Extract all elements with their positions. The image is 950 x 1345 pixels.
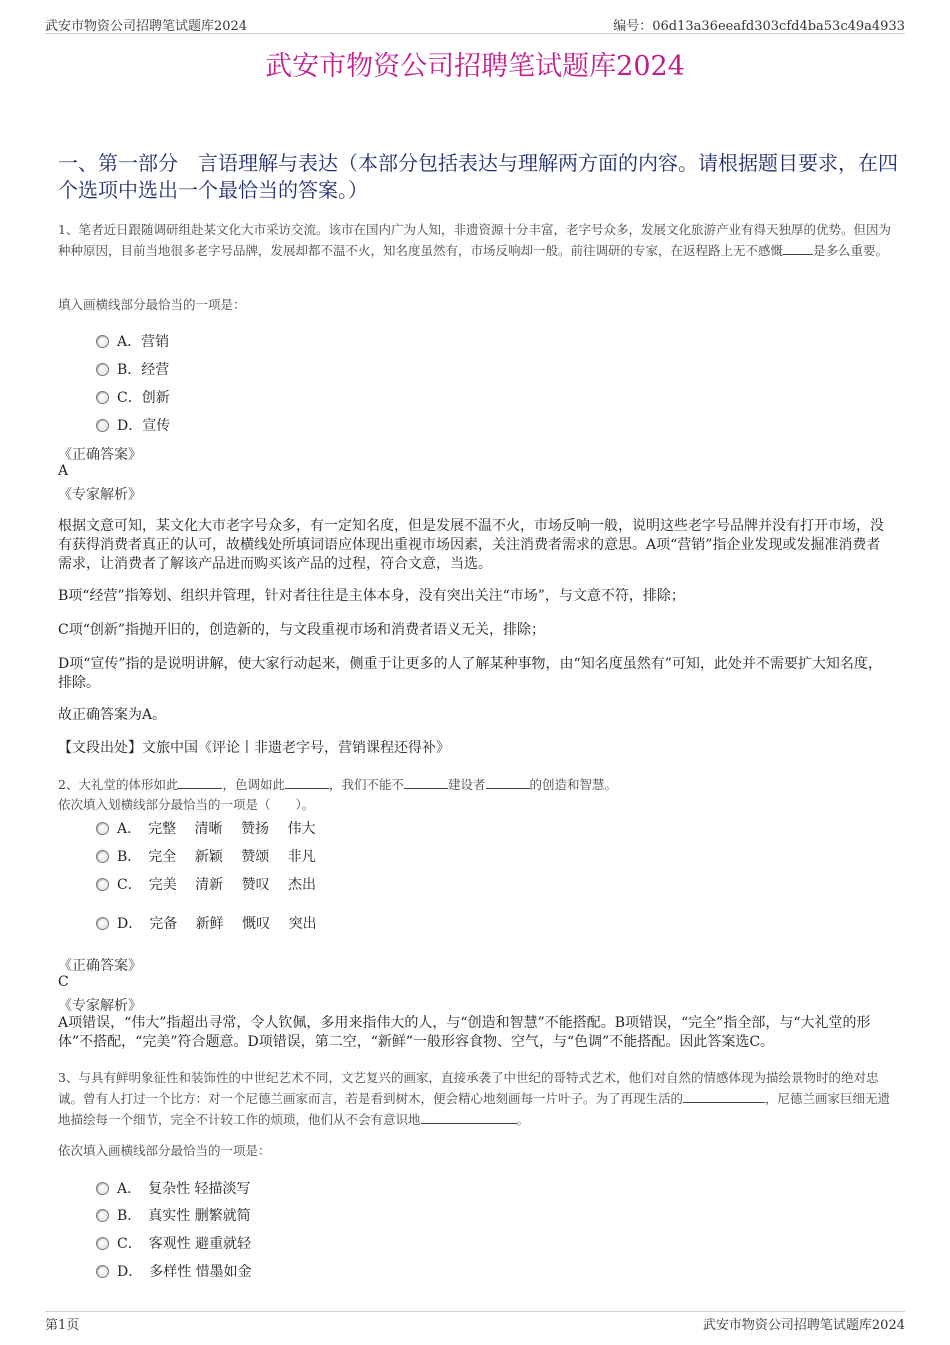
q3-option-b[interactable] xyxy=(96,1205,251,1225)
q2-answer-label: 《正确答案》 xyxy=(58,958,142,974)
radio-icon[interactable] xyxy=(96,850,109,863)
blank xyxy=(421,1111,517,1124)
question-3-stem-mid: ，尼德兰画家巨细无遗地描绘每一个细节，完全不计较工作的烦琐，他们从不会有意识地 xyxy=(58,1091,891,1127)
q3-option-d[interactable] xyxy=(96,1261,252,1281)
q1-answer: A xyxy=(58,463,69,479)
q1-option-b[interactable] xyxy=(96,359,169,379)
question-2-prompt: 依次填入划横线部分最恰当的一项是（ ）。 xyxy=(58,797,315,812)
q2-part: 建设者 xyxy=(448,777,486,792)
header-code-label: 编号： xyxy=(613,19,653,34)
blank xyxy=(486,776,530,789)
question-3-prompt: 依次填入画横线部分最恰当的一项是： xyxy=(58,1143,271,1158)
header-doc-name: 武安市物资公司招聘笔试题库2024 xyxy=(45,19,248,34)
q1-option-a[interactable] xyxy=(96,331,169,351)
option-label: A． 复杂性 轻描淡写 xyxy=(117,1181,251,1197)
option-label: A．营销 xyxy=(117,334,170,350)
q2-answer: C xyxy=(58,974,69,990)
option-label: B．经营 xyxy=(117,362,170,378)
question-1-text xyxy=(58,219,898,261)
radio-icon[interactable] xyxy=(96,878,109,891)
option-label: B． 真实性 删繁就简 xyxy=(117,1208,251,1224)
q2-part: 2、大礼堂的体形如此 xyxy=(58,777,179,792)
q3-option-a[interactable] xyxy=(96,1178,251,1198)
question-3-text xyxy=(58,1067,898,1130)
option-label: D．宣传 xyxy=(117,418,171,434)
q1-source: 【文段出处】文旅中国《评论丨非遗老字号，营销课程还得补》 xyxy=(58,740,450,756)
option-label: C．创新 xyxy=(117,390,170,406)
option-label: D． 多样性 惜墨如金 xyxy=(117,1264,252,1280)
page-title: 武安市物资公司招聘笔试题库2024 xyxy=(265,51,685,82)
radio-icon[interactable] xyxy=(96,1209,109,1222)
question-1-stem: 1、笔者近日跟随调研组赴某文化大市采访交流。该市在国内广为人知，非遗资源十分丰富，老字号众多，发展文化旅游产业有得天独厚的优势。但因为种种原因，目前当地很多老字号品牌，发展却都不温不火，知名度虽然有，市场反响却一般。前往调研的专家，在返程路上无不感慨 xyxy=(58,222,891,258)
q2-option-c[interactable] xyxy=(96,874,316,894)
footer-page-number: 第1页 xyxy=(45,1318,80,1333)
radio-icon[interactable] xyxy=(96,335,109,348)
q2-option-d[interactable] xyxy=(96,913,317,933)
q2-part: ，我们不能不 xyxy=(328,777,404,792)
header-divider xyxy=(45,33,905,34)
header-code xyxy=(613,15,905,34)
radio-icon[interactable] xyxy=(96,1265,109,1278)
q1-option-c[interactable] xyxy=(96,387,170,407)
radio-icon[interactable] xyxy=(96,1237,109,1250)
q2-analysis: A项错误，“伟大”指超出寻常，令人钦佩，多用来指伟大的人，与“创造和智慧”不能搭配。B项错误，“完全”指全部，与“大礼堂的形体”不搭配，“完美”符合题意。D项错误，第二空，“新鲜”一般形容食物、空气，与“色调”不能搭配。因此答案选C。 xyxy=(58,1015,871,1050)
blank xyxy=(285,776,329,789)
q1-analysis-para-2: B项“经营”指筹划、组织并管理，针对者往往是主体本身，没有突出关注“市场”，与文意不符，排除； xyxy=(58,588,685,604)
q1-analysis-label: 《专家解析》 xyxy=(58,487,142,503)
option-label: D． 完备 新鲜 慨叹 突出 xyxy=(117,916,317,932)
q2-part: 的创造和智慧。 xyxy=(529,777,618,792)
q2-option-b[interactable] xyxy=(96,846,316,866)
blank xyxy=(404,776,448,789)
q1-analysis-para-3: C项“创新”指抛开旧的，创造新的，与文段重视市场和消费者语义无关，排除； xyxy=(58,622,546,638)
q1-option-d[interactable] xyxy=(96,415,170,435)
radio-icon[interactable] xyxy=(96,1182,109,1195)
radio-icon[interactable] xyxy=(96,391,109,404)
question-1-prompt: 填入画横线部分最恰当的一项是： xyxy=(58,297,246,312)
q1-analysis-para-5: 故正确答案为A。 xyxy=(58,707,167,723)
footer-doc-name: 武安市物资公司招聘笔试题库2024 xyxy=(702,1318,905,1333)
q3-option-c[interactable] xyxy=(96,1233,251,1253)
q2-part: ，色调如此 xyxy=(222,777,285,792)
radio-icon[interactable] xyxy=(96,822,109,835)
q1-analysis-para-4: D项“宣传”指的是说明讲解，使大家行动起来，侧重于让更多的人了解某种事物，由“知名度虽然有”可知，此处并不需要扩大知名度，排除。 xyxy=(58,656,882,691)
option-label: C． 客观性 避重就轻 xyxy=(117,1236,252,1252)
option-label: B． 完全 新颖 赞颂 非凡 xyxy=(117,849,316,865)
radio-icon[interactable] xyxy=(96,917,109,930)
option-label: A． 完整 清晰 赞扬 伟大 xyxy=(117,821,316,837)
q1-answer-label: 《正确答案》 xyxy=(58,447,142,463)
question-3-stem-end: 。 xyxy=(516,1112,530,1127)
option-label: C． 完美 清新 赞叹 杰出 xyxy=(117,877,317,893)
radio-icon[interactable] xyxy=(96,363,109,376)
q2-option-a[interactable] xyxy=(96,818,315,838)
blank xyxy=(178,776,222,789)
radio-icon[interactable] xyxy=(96,419,109,432)
q1-analysis-para-1: 根据文意可知，某文化大市老字号众多，有一定知名度，但是发展不温不火，市场反响一般，说明这些老字号品牌并没有打开市场，没有获得消费者真正的认可，故横线处所填词语应体现出重视市场因素，关注消费者需求的意思。A项“营销”指企业发现或发掘准消费者需求，让消费者了解该产品进而购买该产品的过程，符合文意，当选。 xyxy=(58,518,884,572)
blank xyxy=(683,1090,765,1103)
section-heading: 一、第一部分 言语理解与表达（本部分包括表达与理解两方面的内容。请根据题目要求，在四个选项中选出一个最恰当的答案。） xyxy=(58,151,898,202)
q2-analysis-label: 《专家解析》 xyxy=(58,998,142,1014)
question-2-text xyxy=(58,774,898,795)
blank xyxy=(783,242,813,255)
question-3-stem: 3、与具有鲜明象征性和装饰性的中世纪艺术不同，文艺复兴的画家，直接承袭了中世纪的哥特式艺术，他们对自然的情感体现为描绘景物时的绝对忠诚。曾有人打过一个比方：对一个尼德兰画家而言，若是看到树木，便会精心地刻画每一片叶子。为了再现生活的 xyxy=(58,1070,879,1106)
header-code-value: 06d13a36eeafd303cfd4ba53c49a4933 xyxy=(652,19,905,34)
footer-divider xyxy=(45,1311,905,1312)
question-1-stem-end: 是多么重要。 xyxy=(813,243,889,258)
